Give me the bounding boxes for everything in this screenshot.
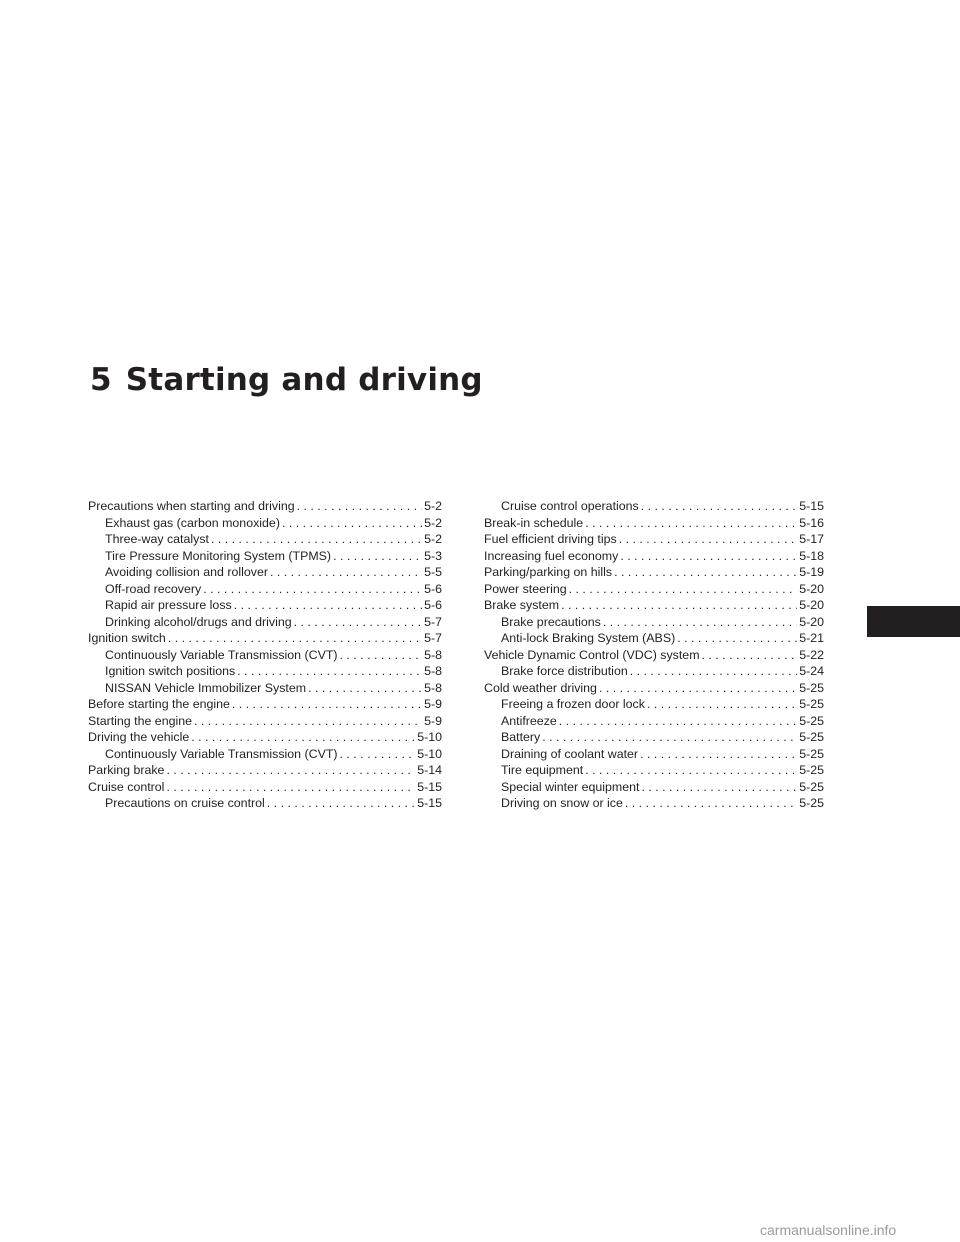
toc-entry-label: Rapid air pressure loss bbox=[105, 598, 232, 612]
toc-dot-leader bbox=[168, 630, 422, 647]
toc-dot-leader bbox=[294, 614, 422, 631]
toc-entry-label: Driving the vehicle bbox=[88, 730, 190, 744]
toc-entry-page: 5-17 bbox=[799, 532, 824, 546]
toc-entry-page: 5-8 bbox=[424, 664, 442, 678]
toc-dot-leader bbox=[640, 746, 797, 763]
toc-entry-label: Anti-lock Braking System (ABS) bbox=[501, 631, 676, 645]
toc-entry-label: Freeing a frozen door lock bbox=[501, 697, 645, 711]
toc-entry[interactable] bbox=[484, 795, 824, 812]
toc-dot-leader bbox=[333, 548, 422, 565]
toc-entry[interactable] bbox=[88, 680, 442, 697]
toc-entry-label: Avoiding collision and rollover bbox=[105, 565, 269, 579]
toc-entry-label: Cruise control operations bbox=[501, 499, 639, 513]
toc-entry[interactable] bbox=[484, 762, 824, 779]
toc-left-column bbox=[88, 498, 442, 812]
toc-entry[interactable] bbox=[88, 515, 442, 532]
toc-entry[interactable] bbox=[484, 531, 824, 548]
toc-entry-label: Draining of coolant water bbox=[501, 746, 639, 761]
toc-dot-leader bbox=[702, 647, 798, 664]
toc-entry-label: Power steering bbox=[484, 581, 567, 596]
watermark-text: carmanualsonline.info bbox=[760, 1222, 897, 1238]
toc-dot-leader bbox=[559, 713, 797, 730]
toc-entry[interactable] bbox=[484, 663, 824, 680]
toc-dot-leader bbox=[641, 498, 797, 515]
toc-dot-leader bbox=[234, 597, 422, 614]
toc-entry[interactable] bbox=[88, 597, 442, 614]
toc-entry-label: Tire equipment bbox=[501, 763, 584, 777]
toc-entry-page: 5-20 bbox=[799, 581, 824, 596]
toc-entry-page: 5-15 bbox=[417, 796, 442, 810]
toc-dot-leader bbox=[542, 729, 797, 746]
toc-entry-label: Special winter equipment bbox=[501, 779, 640, 794]
toc-entry-page: 5-16 bbox=[799, 515, 824, 530]
toc-entry-page: 5-25 bbox=[799, 680, 824, 695]
toc-entry-page: 5-20 bbox=[799, 614, 824, 629]
toc-dot-leader bbox=[270, 564, 422, 581]
toc-entry-label: Parking brake bbox=[88, 763, 165, 777]
toc-dot-leader bbox=[232, 696, 422, 713]
toc-entry-page: 5-20 bbox=[799, 598, 824, 612]
toc-dot-leader bbox=[191, 729, 415, 746]
toc-entry-label: Exhaust gas (carbon monoxide) bbox=[105, 515, 280, 530]
toc-entry-label: Cold weather driving bbox=[484, 680, 597, 695]
toc-entry-page: 5-19 bbox=[799, 565, 824, 579]
toc-dot-leader bbox=[585, 515, 797, 532]
toc-entry-page: 5-5 bbox=[424, 565, 442, 579]
toc-dot-leader bbox=[166, 762, 415, 779]
toc-dot-leader bbox=[203, 581, 422, 598]
toc-entry[interactable] bbox=[88, 531, 442, 548]
toc-entry-page: 5-6 bbox=[424, 581, 442, 596]
toc-entry-page: 5-2 bbox=[424, 515, 442, 530]
toc-entry[interactable] bbox=[88, 498, 442, 515]
toc-entry-label: Cruise control bbox=[88, 779, 165, 794]
toc-entry[interactable] bbox=[88, 713, 442, 730]
toc-entry[interactable] bbox=[484, 564, 824, 581]
toc-entry-page: 5-25 bbox=[799, 713, 824, 728]
toc-entry-label: Increasing fuel economy bbox=[484, 548, 619, 563]
toc-entry[interactable] bbox=[484, 729, 824, 746]
toc-dot-leader bbox=[677, 630, 797, 647]
toc-dot-leader bbox=[619, 531, 797, 548]
toc-entry-page: 5-25 bbox=[799, 796, 824, 810]
toc-entry-page: 5-15 bbox=[417, 779, 442, 794]
toc-entry[interactable] bbox=[88, 696, 442, 713]
toc-dot-leader bbox=[211, 531, 422, 548]
toc-entry[interactable] bbox=[88, 795, 442, 812]
toc-entry[interactable] bbox=[88, 647, 442, 664]
toc-dot-leader bbox=[194, 713, 422, 730]
toc-dot-leader bbox=[569, 581, 798, 598]
toc-entry-page: 5-15 bbox=[799, 499, 824, 513]
toc-entry-label: Off-road recovery bbox=[105, 581, 202, 596]
toc-entry-page: 5-9 bbox=[424, 713, 442, 728]
toc-entry-page: 5-10 bbox=[417, 746, 442, 761]
toc-entry-page: 5-3 bbox=[424, 548, 442, 563]
toc-entry[interactable] bbox=[88, 729, 442, 746]
toc-entry[interactable] bbox=[484, 746, 824, 763]
toc-entry-label: Fuel efficient driving tips bbox=[484, 532, 617, 546]
toc-dot-leader bbox=[603, 614, 797, 631]
toc-dot-leader bbox=[641, 779, 797, 796]
toc-entry[interactable] bbox=[484, 647, 824, 664]
toc-entry[interactable] bbox=[88, 762, 442, 779]
toc-entry-page: 5-7 bbox=[424, 631, 442, 645]
toc-dot-leader bbox=[308, 680, 422, 697]
toc-entry-page: 5-25 bbox=[799, 730, 824, 744]
toc-dot-leader bbox=[297, 498, 422, 515]
toc-entry[interactable] bbox=[484, 696, 824, 713]
toc-entry[interactable] bbox=[88, 746, 442, 763]
toc-dot-leader bbox=[620, 548, 797, 565]
toc-entry-page: 5-24 bbox=[799, 664, 824, 678]
toc-entry-label: Continuously Variable Transmission (CVT) bbox=[105, 746, 338, 761]
toc-entry-page: 5-21 bbox=[799, 631, 824, 645]
toc-entry-label: NISSAN Vehicle Immobilizer System bbox=[105, 680, 307, 695]
toc-entry[interactable] bbox=[484, 515, 824, 532]
toc-entry-label: Starting the engine bbox=[88, 713, 193, 728]
toc-dot-leader bbox=[166, 779, 415, 796]
toc-entry-label: Break-in schedule bbox=[484, 515, 584, 530]
toc-entry-page: 5-14 bbox=[417, 763, 442, 777]
toc-dot-leader bbox=[614, 564, 797, 581]
chapter-thumb-tab bbox=[867, 606, 960, 637]
toc-dot-leader bbox=[340, 647, 423, 664]
toc-entry-page: 5-2 bbox=[424, 532, 442, 546]
toc-dot-leader bbox=[585, 762, 797, 779]
toc-entry-label: Continuously Variable Transmission (CVT) bbox=[105, 647, 338, 662]
toc-entry-page: 5-2 bbox=[424, 499, 442, 513]
toc-entry-page: 5-8 bbox=[424, 647, 442, 662]
toc-dot-leader bbox=[647, 696, 797, 713]
toc-entry-label: Brake system bbox=[484, 598, 560, 612]
toc-entry-label: Precautions when starting and driving bbox=[88, 499, 295, 513]
toc-entry-label: Drinking alcohol/drugs and driving bbox=[105, 614, 292, 629]
toc-entry-page: 5-25 bbox=[799, 697, 824, 711]
toc-entry-page: 5-25 bbox=[799, 746, 824, 761]
toc-entry-label: Tire Pressure Monitoring System (TPMS) bbox=[105, 548, 332, 563]
toc-entry[interactable] bbox=[88, 630, 442, 647]
toc-entry[interactable] bbox=[88, 614, 442, 631]
chapter-name: Starting and driving bbox=[125, 362, 483, 398]
toc-entry-page: 5-18 bbox=[799, 548, 824, 563]
toc-entry-label: Battery bbox=[501, 730, 541, 744]
chapter-number: 5 bbox=[90, 362, 112, 398]
toc-entry[interactable] bbox=[88, 548, 442, 565]
toc-dot-leader bbox=[599, 680, 797, 697]
toc-entry-label: Parking/parking on hills bbox=[484, 565, 613, 579]
toc-entry-page: 5-7 bbox=[424, 614, 442, 629]
toc-entry-label: Brake force distribution bbox=[501, 664, 628, 678]
toc-entry[interactable] bbox=[88, 779, 442, 796]
toc-right-column bbox=[484, 498, 824, 812]
toc-entry[interactable] bbox=[88, 564, 442, 581]
toc-entry[interactable] bbox=[88, 581, 442, 598]
toc-entry-label: Driving on snow or ice bbox=[501, 796, 623, 810]
toc-entry[interactable] bbox=[484, 548, 824, 565]
toc-entry-label: Ignition switch positions bbox=[105, 664, 236, 678]
toc-entry[interactable] bbox=[484, 581, 824, 598]
toc-entry-page: 5-25 bbox=[799, 779, 824, 794]
toc-entry-label: Brake precautions bbox=[501, 614, 601, 629]
toc-entry[interactable] bbox=[88, 663, 442, 680]
toc-dot-leader bbox=[561, 597, 797, 614]
toc-entry[interactable] bbox=[484, 498, 824, 515]
toc-entry[interactable] bbox=[484, 779, 824, 796]
toc-dot-leader bbox=[630, 663, 797, 680]
toc-entry-label: Antifreeze bbox=[501, 713, 557, 728]
toc-entry-page: 5-10 bbox=[417, 730, 442, 744]
toc-entry-page: 5-9 bbox=[424, 697, 442, 711]
toc-entry-label: Ignition switch bbox=[88, 631, 166, 645]
toc-entry-page: 5-6 bbox=[424, 598, 442, 612]
toc-dot-leader bbox=[267, 795, 415, 812]
toc-dot-leader bbox=[282, 515, 422, 532]
toc-entry[interactable] bbox=[484, 614, 824, 631]
toc-entry[interactable] bbox=[484, 597, 824, 614]
toc-entry[interactable] bbox=[484, 680, 824, 697]
toc-entry-page: 5-22 bbox=[799, 647, 824, 662]
toc-dot-leader bbox=[237, 663, 422, 680]
toc-entry-label: Before starting the engine bbox=[88, 697, 230, 711]
toc-entry[interactable] bbox=[484, 713, 824, 730]
toc-entry-label: Three-way catalyst bbox=[105, 532, 209, 546]
toc-dot-leader bbox=[340, 746, 416, 763]
chapter-title bbox=[90, 362, 483, 398]
toc-entry-page: 5-8 bbox=[424, 680, 442, 695]
toc-entry-label: Vehicle Dynamic Control (VDC) system bbox=[484, 647, 700, 662]
toc-dot-leader bbox=[625, 795, 797, 812]
toc-entry-page: 5-25 bbox=[799, 763, 824, 777]
toc-entry[interactable] bbox=[484, 630, 824, 647]
toc-entry-label: Precautions on cruise control bbox=[105, 796, 265, 810]
